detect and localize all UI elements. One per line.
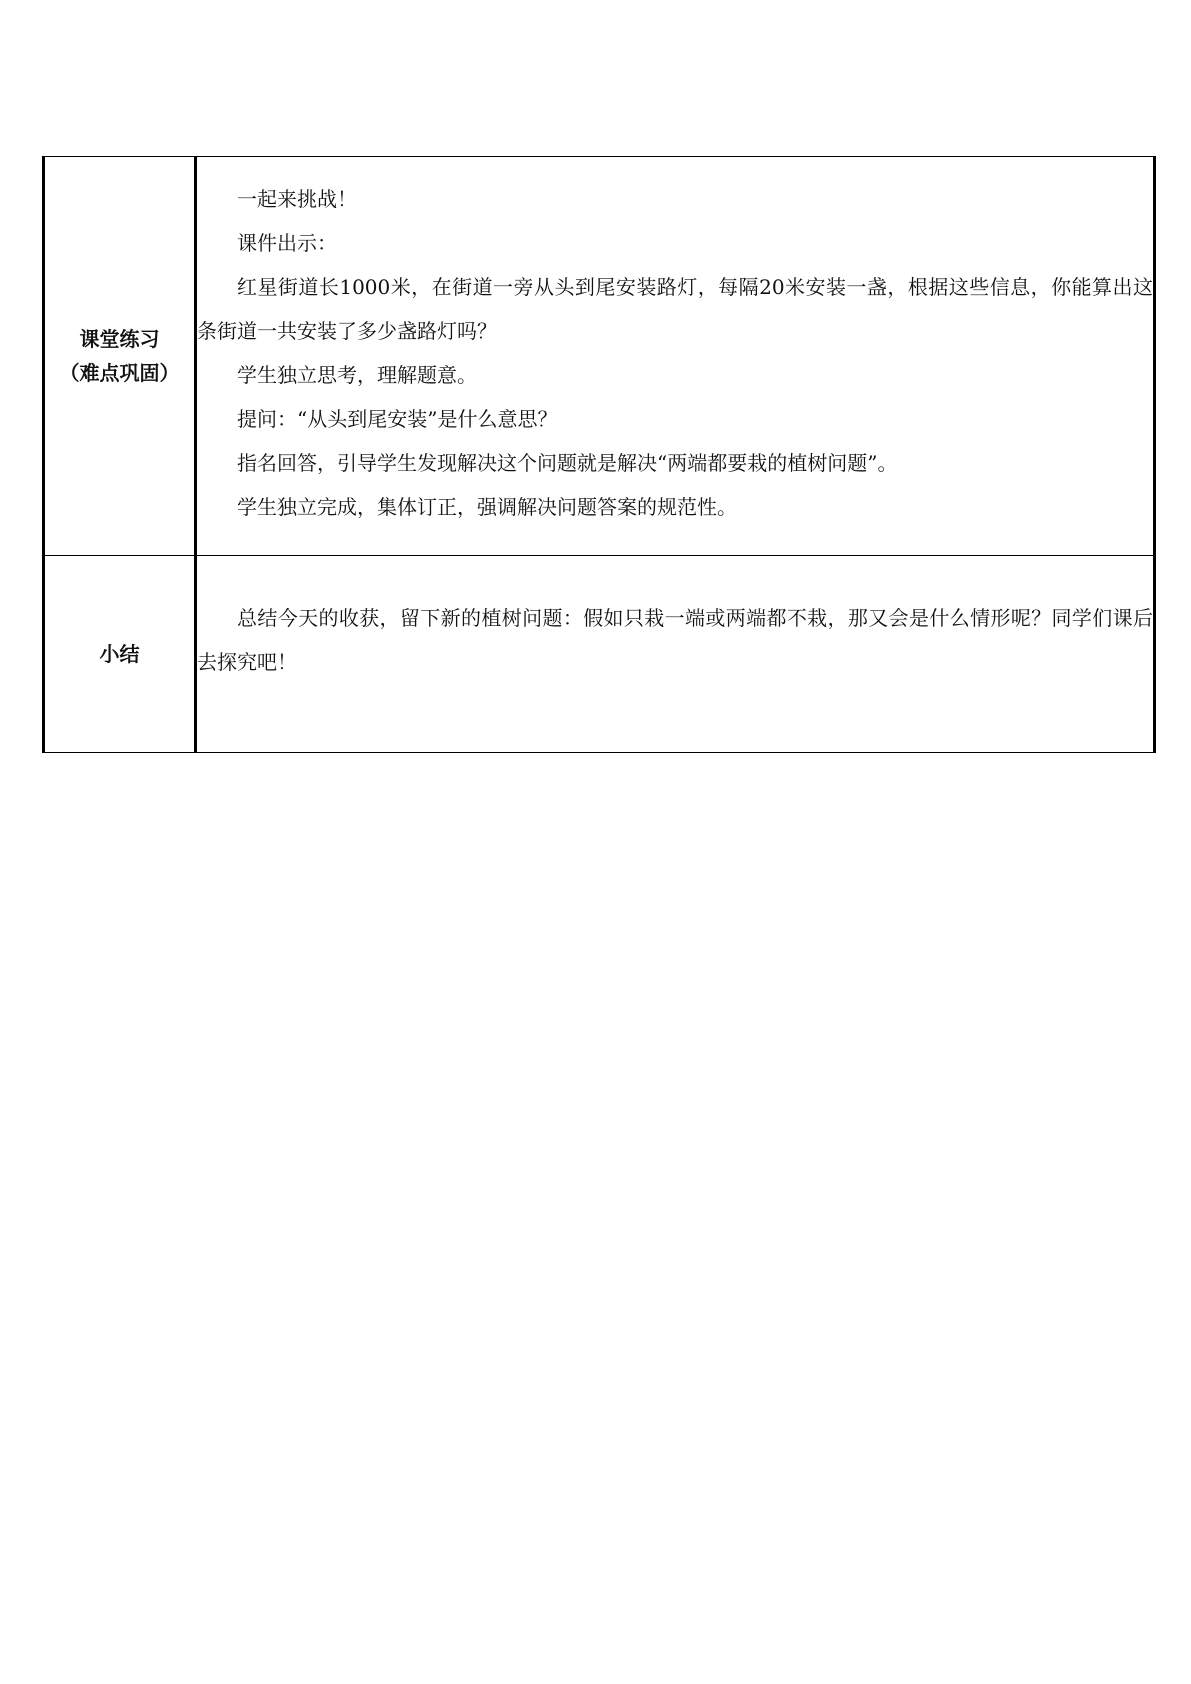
paragraph-summary: 总结今天的收获，留下新的植树问题：假如只栽一端或两端都不栽，那又会是什么情形呢？同学们课后去探究吧！ bbox=[197, 606, 1153, 674]
row-content-practice bbox=[196, 157, 1155, 556]
row-content-summary bbox=[196, 556, 1155, 753]
lesson-table bbox=[42, 156, 1156, 753]
row-label-summary bbox=[44, 556, 196, 753]
table-row-summary bbox=[44, 556, 1155, 753]
row-label-title: 课堂练习 bbox=[79, 327, 160, 351]
paragraph-question: 提问：“从头到尾安装”是什么意思？ bbox=[237, 407, 558, 431]
paragraph-problem: 红星街道长1000米，在街道一旁从头到尾安装路灯，每隔20米安装一盏，根据这些信息，你能算出这条街道一共安装了多少盏路灯吗？ bbox=[197, 275, 1153, 343]
paragraph-complete: 学生独立完成，集体订正，强调解决问题答案的规范性。 bbox=[237, 495, 737, 519]
paragraph-courseware: 课件出示： bbox=[237, 231, 337, 255]
row-label-title: 小结 bbox=[99, 642, 140, 666]
row-label-practice bbox=[44, 157, 196, 556]
table-row-practice bbox=[44, 157, 1155, 556]
paragraph-answer: 指名回答，引导学生发现解决这个问题就是解决“两端都要栽的植树问题”。 bbox=[237, 451, 898, 475]
paragraph-think: 学生独立思考，理解题意。 bbox=[237, 363, 477, 387]
paragraph-challenge: 一起来挑战！ bbox=[237, 187, 357, 211]
row-label-subtitle: （难点巩固） bbox=[59, 361, 180, 385]
